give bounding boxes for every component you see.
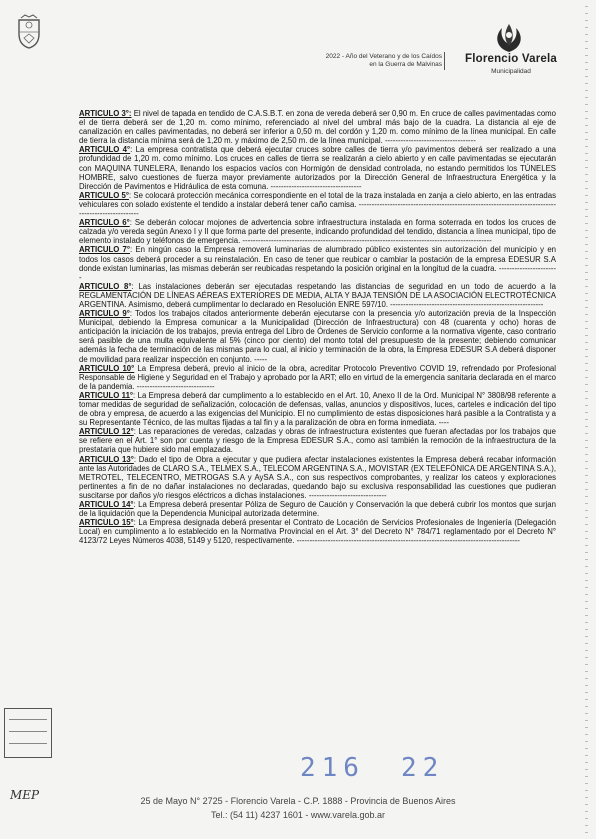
page-number-left: 216 [300, 753, 365, 783]
article-5 [79, 191, 556, 218]
article-6 [79, 218, 556, 245]
article-label: ARTICULO 9° [79, 309, 130, 319]
article-8 [79, 282, 556, 309]
article-label: ARTICULO 3°: [79, 109, 132, 118]
footer-contact: Tel.: (54 11) 4237 1601 - www.varela.gob.ar [211, 810, 385, 820]
municipal-logo-subtitle: Municipalidad [491, 68, 531, 75]
article-label: ARTICULO 10° [79, 363, 135, 373]
article-text: : Todos los trabajos citados anteriormente deberán ejecutarse con la presencia y/o autorización previa de la Inspección Municipal, debiendo la Empresa comunicar a la Municipalidad (Dirección de Infraestructura) con 48 (cuarenta y ocho) horas de anticipación la iniciación de los trabajos, previa entrega del Libro de Órdenes de Servicio conforme a la normativa vigente, caso contrario será pasible de una multa equivalente al 5% (cinco por ciento) del monto total del presupuesto de la presente; debiendo comunicar además la fecha de terminación de las mismas para lo cual, al inicio y terminación de la obra, la Empresa EDESUR S.A deberá disponer de movilidad para realizar inspección en conjunto. ----- [79, 309, 557, 364]
article-text: El nivel de tapada en tendido de C.A.S.B.T. en zona de vereda deberá ser 0,90 m. En cruce de calles pavimentadas como el de tierra deberá ser de 1,20 m. como mínimo, referenciado al nivel del umbral más bajo de la cuadra. La distancia al eje de canalización en calles pavimentadas, no deberá ser inferior a 0,50 m. del cordón y 1,20 m. como mínimo de la línea municipal. En calle de tierra la distancia mínima será de 1,20 m. y máximo de 2,50 m. de la línea municipal. ----------------------------------- [79, 109, 557, 146]
article-13 [79, 455, 556, 500]
article-label: ARTICULO 5° [79, 190, 129, 200]
ordinance-body [79, 109, 556, 546]
article-text: : La Empresa deberá dar cumplimento a lo establecido en el Art. 10, Anexo II de la Ord. Municipal N° 3808/98 referente a tomar medidas de seguridad de señalización, colocación de defensas, vallas, anuncios y dispositivos, luces, carteles e indicación del tipo de obra y empresa, de acuerdo a las exigencias del Municipio. El no cumplimiento de estas disposiciones hará pasible a la Contratista y a su Representante Técnico, de las multas fijadas a tal fin y a la paralización de obra en forma inmediata. ---- [79, 390, 556, 428]
article-label: ARTICULO 8° [79, 281, 132, 291]
header-divider [444, 52, 445, 70]
article-text: : Se deberán colocar mojones de advertencia sobre infraestructura instalada en forma soterrada en todos los cruces de calzada y/o vereda según Anexo I y II que forma parte del presente, indicando profundidad del tendido, distancia a línea municipal, tipo de elemento instalado y teléfonos de emergencia. ------------------------------------------------------------------------------------------------ [79, 218, 556, 246]
footer-address: 25 de Mayo N° 2725 - Florencio Varela - C.P. 1888 - Provincia de Buenos Aires [140, 796, 456, 806]
article-text: : Las reparaciones de veredas, calzadas y obras de infraestructura existentes que fueran afectadas por los trabajos que se refiere en el Art. 1° son por cuenta y riesgo de la Empresa EDESUR S.A., como así también la remoción de la infraestructura de la prestataria que hubiere sido mal emplazada. [79, 427, 556, 455]
article-label: ARTICULO 15° [79, 518, 134, 528]
article-label: ARTICULO 12° [79, 427, 134, 437]
article-text: La Empresa deberá, previo al inicio de la obra, acreditar Protocolo Preventivo COVID 19, refrendado por Profesional Responsable de Higiene y Seguridad en el Trabajo y aprobado por la ART; ello en virtud de la emergencia sanitaria declarada en el marco de la pandemia. ------------------------------ [79, 363, 556, 391]
coat-of-arms-icon [16, 14, 42, 50]
article-10 [79, 364, 556, 391]
scan-edge-marks [585, 0, 588, 839]
article-text: : Dado el tipo de Obra a ejecutar y que pudiera afectar instalaciones existentes la Empresa deberá recabar información ante las Autoridades de CLARO S.A., TELMEX S.A., TELECOM ARGENTINA S.A., MOVISTAR (EX TELEFÓNICA DE ARGENTINA S.A.), METROTEL, TELECENTRO, METROGAS S.A y AySA S.A., con sus respectivos comprobantes, y realizar los cateos y exploraciones pertinentes a fin de no dañar instalaciones no declaradas, quedando bajo su exclusiva responsabilidad las cuestiones que pudieran suscitarse por daños y/o riesgos eléctricos a dichas instalaciones. ------------------------------ [79, 454, 556, 500]
article-7 [79, 245, 556, 281]
article-text: : La Empresa deberá presentar Póliza de Seguro de Caución y Conservación la que deberá cubrir los montos que surjan de la liquidación que la Dependencia Municipal autorizada determine. [79, 500, 556, 519]
article-text: : La empresa contratista que deberá ejecutar cruces sobre calles de tierra y/o pavimentos deberá ser realizado a una profundidad de 1,20 m. como mínimo. Los cruces en calles de tierra se realizarán a cielo abierto y en calle pavimentadas se ejecutarán con MAQUINA TUNELERA, llenando los espacios vacíos con Hormigón de densidad controlada, no estando permitidos los TÚNELES HOMBRE, salvo cuestiones de fuerza mayor previamente autorizados por la Dirección General de Infraestructura Energética y la Dirección de Pavimentos e Hidráulica de esta comuna. ----------------------------------- [79, 145, 556, 191]
article-label: ARTICULO 14° [79, 500, 134, 510]
page-number-right: 22 [400, 753, 445, 783]
article-label: ARTICULO 6° [79, 218, 130, 228]
stamped-page-number [300, 753, 444, 783]
article-label: ARTICULO 4° [79, 145, 131, 155]
article-text: : Las instalaciones deberán ser ejecutadas respetando las distancias de seguridad en un todo de acuerdo a la REGLAMENTACIÓN DE LÍNEAS AÉREAS EXTERIORES DE MEDIA, ALTA Y BAJA TENSIÓN DE LA ASOCIACIÓN ELECTROTÉCNICA ARGENTINA. Asimismo, deberá cumplimentar lo declarado en Resolución ENRE 597/10. ----------------------------------------------------------- [79, 281, 557, 309]
stamp-line [9, 743, 47, 744]
article-label: ARTICULO 11° [79, 390, 134, 400]
header-note-line-2: en la Guerra de Malvinas [369, 61, 442, 68]
header-note-line-1: 2022 - Año del Veterano y de los Caídos [325, 53, 442, 60]
article-14 [79, 500, 556, 518]
stamp-line [9, 719, 47, 720]
article-text: : La Empresa designada deberá presentar el Contrato de Locación de Servicios Profesionales de Ingeniería (Delegación Local) en cumplimento a lo establecido en la Normativa Provincial en el Art. 3° del Decreto N° 784/71 reglamentado por el Decreto N° 4123/72 Leyes Números 4038, 5149 y 5120, respectivamente. -------------------------------------------------------------------------------------- [79, 518, 556, 546]
header-year-motto [256, 53, 442, 69]
article-label: ARTICULO 13° [79, 454, 134, 464]
article-9 [79, 309, 556, 364]
municipal-logo-name: Florencio Varela [464, 53, 558, 65]
article-11 [79, 391, 556, 427]
article-label: ARTICULO 7° [79, 245, 130, 255]
stamp-line [9, 731, 47, 732]
article-12 [79, 427, 556, 454]
article-text: : En ningún caso la Empresa removerá luminarias de alumbrado público existentes sin autorización del municipio y en todos los casos deberá proceder a su reinstalación. En caso de tener que reubicar o cambiar la postación de la empresa EDESUR S.A donde existan luminarias, las mismas deberán ser reubicadas respetando la posición original en la longitud de la cuadra. ----------------------- [79, 245, 556, 282]
handwritten-initials: MEP [10, 788, 40, 802]
article-3 [79, 109, 556, 145]
municipal-logo-icon [488, 22, 530, 54]
article-15 [79, 518, 556, 545]
article-text: : Se colocará protección mecánica correspondiente en el total de la traza instalada en zanja a cielo abierto, en las entradas vehiculares con solado existente el tendido a instalar deberá tener caño camisa. --------------------------------------------------------------------------------------------------- [79, 190, 556, 219]
article-4 [79, 145, 556, 190]
approval-stamp [4, 708, 52, 758]
